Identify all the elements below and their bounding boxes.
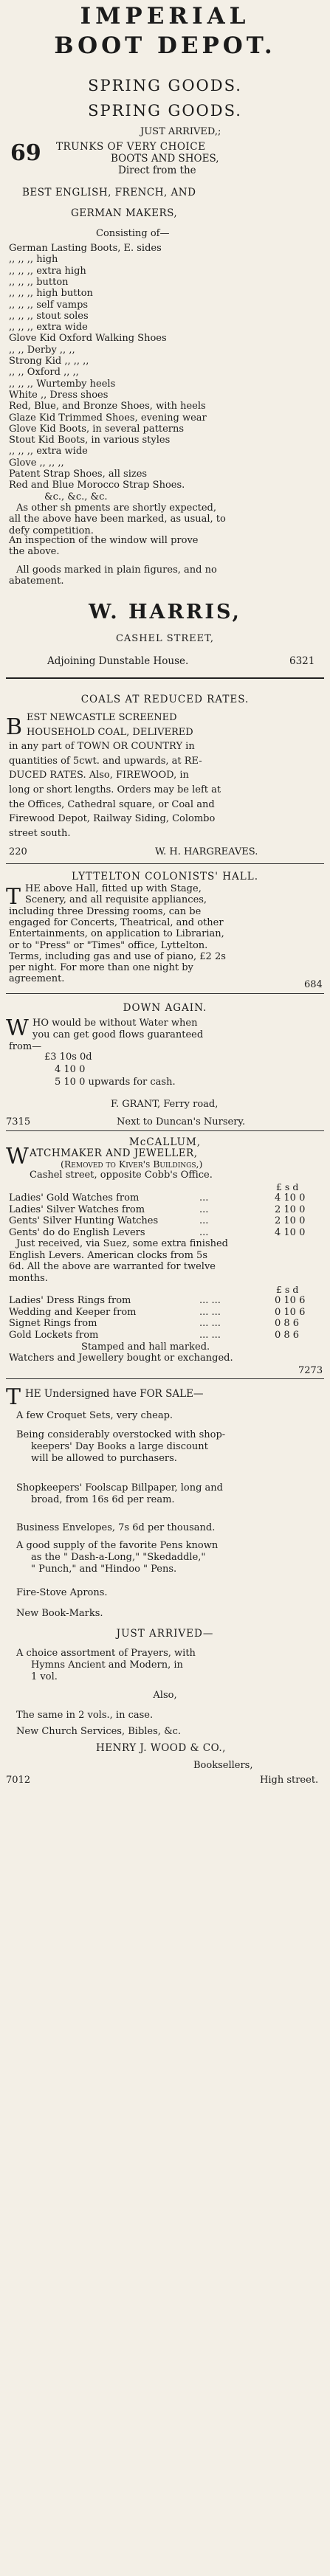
makers-line-2: GERMAN MAKERS, <box>71 207 178 219</box>
lyttelton-line: engaged for Concerts, Theatrical, and other <box>9 916 224 928</box>
boot-list-item: ,, ,, ,, self vamps <box>9 299 89 311</box>
boot-list-item: ,, ,, Oxford ,, ,, <box>9 367 79 379</box>
lyttelton-number: 684 <box>304 979 323 990</box>
lyttelton-dropcap: T <box>6 884 21 910</box>
prayers-line: Hymns Ancient and Modern, in <box>31 1660 183 1671</box>
down-again-line: HO would be without Water when <box>32 1018 198 1029</box>
lyttelton-line: Entertainments, on application to Librarian, <box>9 928 224 940</box>
plain-figures-line-1: All goods marked in plain figures, and no <box>16 564 217 576</box>
down-again-heading: DOWN AGAIN. <box>123 1002 207 1014</box>
watch-price-amount: 4 10 0 <box>275 1226 306 1238</box>
down-again-line: you can get good flows guaranteed <box>32 1029 204 1040</box>
overstock-line: Being considerably overstocked with shop- <box>16 1429 226 1440</box>
spring-goods-1: SPRING GOODS. <box>88 77 242 94</box>
boot-list-item: Glaze Kid Trimmed Shoes, evening wear <box>9 412 207 424</box>
lyttelton-line: HE above Hall, fitted up with Stage, <box>25 883 202 894</box>
wood-street: High street. <box>260 1775 319 1786</box>
mccallum-number: 7273 <box>298 1365 323 1376</box>
coals-dropcap: B <box>6 714 23 740</box>
divider <box>6 1130 324 1131</box>
received-line: Just received, via Suez, some extra finished <box>16 1238 229 1249</box>
boot-list-item: ,, ,, ,, stout soles <box>9 310 89 322</box>
ring-price-dots: ... ... <box>199 1329 221 1341</box>
ring-price-dots: ... ... <box>199 1295 221 1306</box>
prayers-line: A choice assortment of Prayers, with <box>16 1648 196 1659</box>
wood-number: 7012 <box>6 1775 31 1786</box>
coals-line: DUCED RATES. Also, FIREWOOD, in <box>9 770 189 781</box>
coals-line: quantities of 5cwt. and upwards, at RE- <box>9 755 202 767</box>
pens-line: as the " Dash-a-Long," "Skedaddle," <box>31 1552 206 1563</box>
ring-price-amount: 0 8 6 <box>275 1329 300 1341</box>
boot-list-item: ,, ,, ,, extra high <box>9 265 86 277</box>
grant-number: 7315 <box>6 1116 31 1128</box>
plain-figures-line-2: abatement. <box>9 576 64 587</box>
watch-price-dots: ... <box>199 1226 209 1238</box>
divider <box>6 993 324 994</box>
inspection-line-2: the above. <box>9 546 60 557</box>
down-again-price: 5 10 0 upwards for cash. <box>55 1077 176 1088</box>
coals-line: street south. <box>9 827 71 839</box>
watch-price-label: Ladies' Silver Watches from <box>9 1204 145 1215</box>
price-header: £ s d <box>276 1181 299 1192</box>
ring-price-amount: 0 10 6 <box>275 1306 306 1318</box>
overstock-line: will be allowed to purchasers. <box>31 1453 177 1464</box>
boot-list-item: White ,, Dress shoes <box>9 389 109 401</box>
boot-list-item: Stout Kid Boots, in various styles <box>9 435 171 446</box>
boot-list-item: ,, ,, Derby ,, ,, <box>9 344 75 356</box>
coals-line: the Offices, Cathedral square, or Coal and <box>9 798 215 810</box>
ring-price-amount: 0 10 6 <box>275 1295 306 1306</box>
boot-list-item: German Lasting Boots, E. sides <box>9 243 162 254</box>
watch-price-label: Ladies' Gold Watches from <box>9 1192 140 1204</box>
coals-signature: W. H. HARGREAVES. <box>155 846 258 857</box>
boot-list-item: Glove Kid Boots, in several patterns <box>9 423 185 435</box>
imperial-title: IMPERIAL <box>80 3 250 30</box>
down-again-dropcap: W <box>6 1015 29 1041</box>
coals-line: HOUSEHOLD COAL, DELIVERED <box>27 726 193 738</box>
watch-price-dots: ... <box>199 1215 209 1226</box>
boot-depot-title: BOOT DEPOT. <box>54 32 276 59</box>
lyttelton-line: agreement. <box>9 973 65 985</box>
mccallum-title: ATCHMAKER AND JEWELLER, <box>30 1147 198 1159</box>
watch-price-amount: 2 10 0 <box>275 1204 306 1215</box>
boot-list-item: Patent Strap Shoes, all sizes <box>9 469 148 480</box>
watch-price-label: Gents' do do English Levers <box>9 1226 145 1238</box>
billpaper-line: Shopkeepers' Foolscap Billpaper, long and <box>16 1482 223 1494</box>
coals-number: 220 <box>9 846 27 857</box>
down-again-line: from— <box>9 1041 42 1052</box>
boot-list-item: ,, ,, ,, extra wide <box>9 446 88 457</box>
grant-name: F. GRANT, Ferry road, <box>111 1099 219 1110</box>
lyttelton-heading: LYTTELTON COLONISTS' HALL. <box>72 871 258 883</box>
coals-line: long or short lengths. Orders may be left at <box>9 784 221 795</box>
harris-adjoining: Adjoining Dunstable House. <box>47 655 189 667</box>
spring-goods-2: SPRING GOODS. <box>88 102 242 120</box>
prayers-line: 1 vol. <box>31 1671 58 1682</box>
repaired-line: Watchers and Jewellery bought or exchanged. <box>9 1353 233 1364</box>
grant-next-to: Next to Duncan's Nursery. <box>117 1116 246 1128</box>
boot-list-item: Strong Kid ,, ,, ,, <box>9 356 89 367</box>
boot-list-item: Red, Blue, and Bronze Shoes, with heels <box>9 401 206 412</box>
pens-line: " Punch," and "Hindoo " Pens. <box>31 1564 177 1575</box>
received-line: English Levers. American clocks from 5s <box>9 1249 207 1261</box>
coals-line: EST NEWCASTLE SCREENED <box>27 712 177 723</box>
ring-price-amount: 0 8 6 <box>275 1318 300 1329</box>
ring-price-dots: ... ... <box>199 1306 221 1318</box>
mccallum-removed: (Removed to Kiver's Buildings,) <box>61 1158 203 1170</box>
envelopes-line: Business Envelopes, 7s 6d per thousand. <box>16 1522 216 1533</box>
trunks-line-2: BOOTS AND SHOES, <box>111 153 219 165</box>
same-line: The same in 2 vols., in case. <box>16 1710 154 1721</box>
boot-list-item: Glove ,, ,, ,, <box>9 457 64 469</box>
fire-aprons: Fire-Stove Aprons. <box>16 1587 108 1598</box>
just-arrived: JUST ARRIVED,; <box>140 126 221 137</box>
received-line: months. <box>9 1272 48 1284</box>
lyttelton-line: per night. For more than one night by <box>9 962 193 974</box>
church-line: New Church Services, Bibles, &c. <box>16 1726 182 1737</box>
harris-number: 6321 <box>289 655 315 667</box>
boot-list-item: ,, ,, ,, high button <box>9 288 93 300</box>
boot-list-item: As other sh pments are shortly expected, <box>16 502 217 514</box>
boot-list-item: ,, ,, ,, button <box>9 276 69 288</box>
croquet-line: A few Croquet Sets, very cheap. <box>16 1410 173 1421</box>
boot-list-item: ,, ,, ,, Wurtemby heels <box>9 378 116 390</box>
ring-price-label: Gold Lockets from <box>9 1329 99 1341</box>
boot-list-item: ,, ,, ,, extra wide <box>9 322 88 334</box>
ring-price-label: Ladies' Dress Rings from <box>9 1295 131 1306</box>
watch-price-amount: 2 10 0 <box>275 1215 306 1226</box>
book-marks: New Book-Marks. <box>16 1608 103 1619</box>
harris-street: CASHEL STREET, <box>115 633 215 644</box>
trunks-line-1: TRUNKS OF VERY CHOICE <box>56 141 206 153</box>
inspection-line-1: An inspection of the window will prove <box>9 535 199 546</box>
boot-list-item: defy competition. <box>9 525 94 536</box>
coals-line: in any part of TOWN OR COUNTRY in <box>9 741 195 753</box>
trunks-line-3: Direct from the <box>118 165 196 176</box>
makers-line-1: BEST ENGLISH, FRENCH, AND <box>22 187 196 198</box>
watch-price-dots: ... <box>199 1204 209 1215</box>
lyttelton-line: Terms, including gas and use of piano, £2 2s <box>9 950 226 962</box>
boot-list-item: ,, ,, ,, high <box>9 254 58 266</box>
received-line: 6d. All the above are warranted for twelve <box>9 1261 216 1272</box>
trunk-count: 69 <box>10 140 41 166</box>
ring-price-dots: ... ... <box>199 1318 221 1329</box>
divider <box>6 677 324 679</box>
mccallum-name: McCALLUM, <box>128 1136 202 1148</box>
ring-price-label: Wedding and Keeper from <box>9 1306 137 1318</box>
wood-booksellers: Booksellers, <box>193 1760 253 1771</box>
boot-list-item: Glove Kid Oxford Walking Shoes <box>9 333 167 345</box>
lyttelton-line: including three Dressing rooms, can be <box>9 905 202 917</box>
coals-heading: COALS AT REDUCED RATES. <box>80 694 250 705</box>
down-again-price: £3 10s 0d <box>44 1052 92 1063</box>
stamped-line: Stamped and hall marked. <box>81 1341 210 1353</box>
wood-firm: HENRY J. WOOD & CO., <box>96 1742 226 1754</box>
ring-price-label: Signet Rings from <box>9 1318 97 1329</box>
harris-name: W. HARRIS, <box>89 601 241 624</box>
boot-list-item: all the above have been marked, as usual, to <box>9 514 226 525</box>
divider <box>6 863 324 864</box>
wood-head: HE Undersigned have FOR SALE— <box>25 1388 204 1400</box>
also-line: Also, <box>153 1690 177 1701</box>
billpaper-line: broad, from 16s 6d per ream. <box>31 1494 175 1505</box>
wood-just-arrived: JUST ARRIVED— <box>116 1628 214 1640</box>
down-again-price: 4 10 0 <box>55 1064 86 1075</box>
boot-list-item: &c., &c., &c. <box>44 491 108 503</box>
watch-price-dots: ... <box>199 1192 209 1204</box>
lyttelton-line: Scenery, and all requisite appliances, <box>25 894 207 906</box>
price-header-2: £ s d <box>276 1284 299 1295</box>
watch-price-label: Gents' Silver Hunting Watches <box>9 1215 159 1226</box>
boot-list-item: Red and Blue Morocco Strap Shoes. <box>9 480 185 491</box>
overstock-line: keepers' Day Books a large discount <box>31 1441 208 1452</box>
consisting-of: Consisting of— <box>96 228 170 239</box>
mccallum-dropcap: W <box>6 1144 29 1170</box>
divider <box>6 1378 324 1379</box>
mccallum-address: Cashel street, opposite Cobb's Office. <box>30 1170 213 1181</box>
lyttelton-line: or to "Press" or "Times" office, Lyttelton. <box>9 939 208 951</box>
coals-line: Firewood Depot, Railway Siding, Colombo <box>9 813 216 825</box>
watch-price-amount: 4 10 0 <box>275 1192 306 1204</box>
pens-line: A good supply of the favorite Pens known <box>16 1540 219 1551</box>
wood-dropcap: T <box>6 1384 21 1410</box>
